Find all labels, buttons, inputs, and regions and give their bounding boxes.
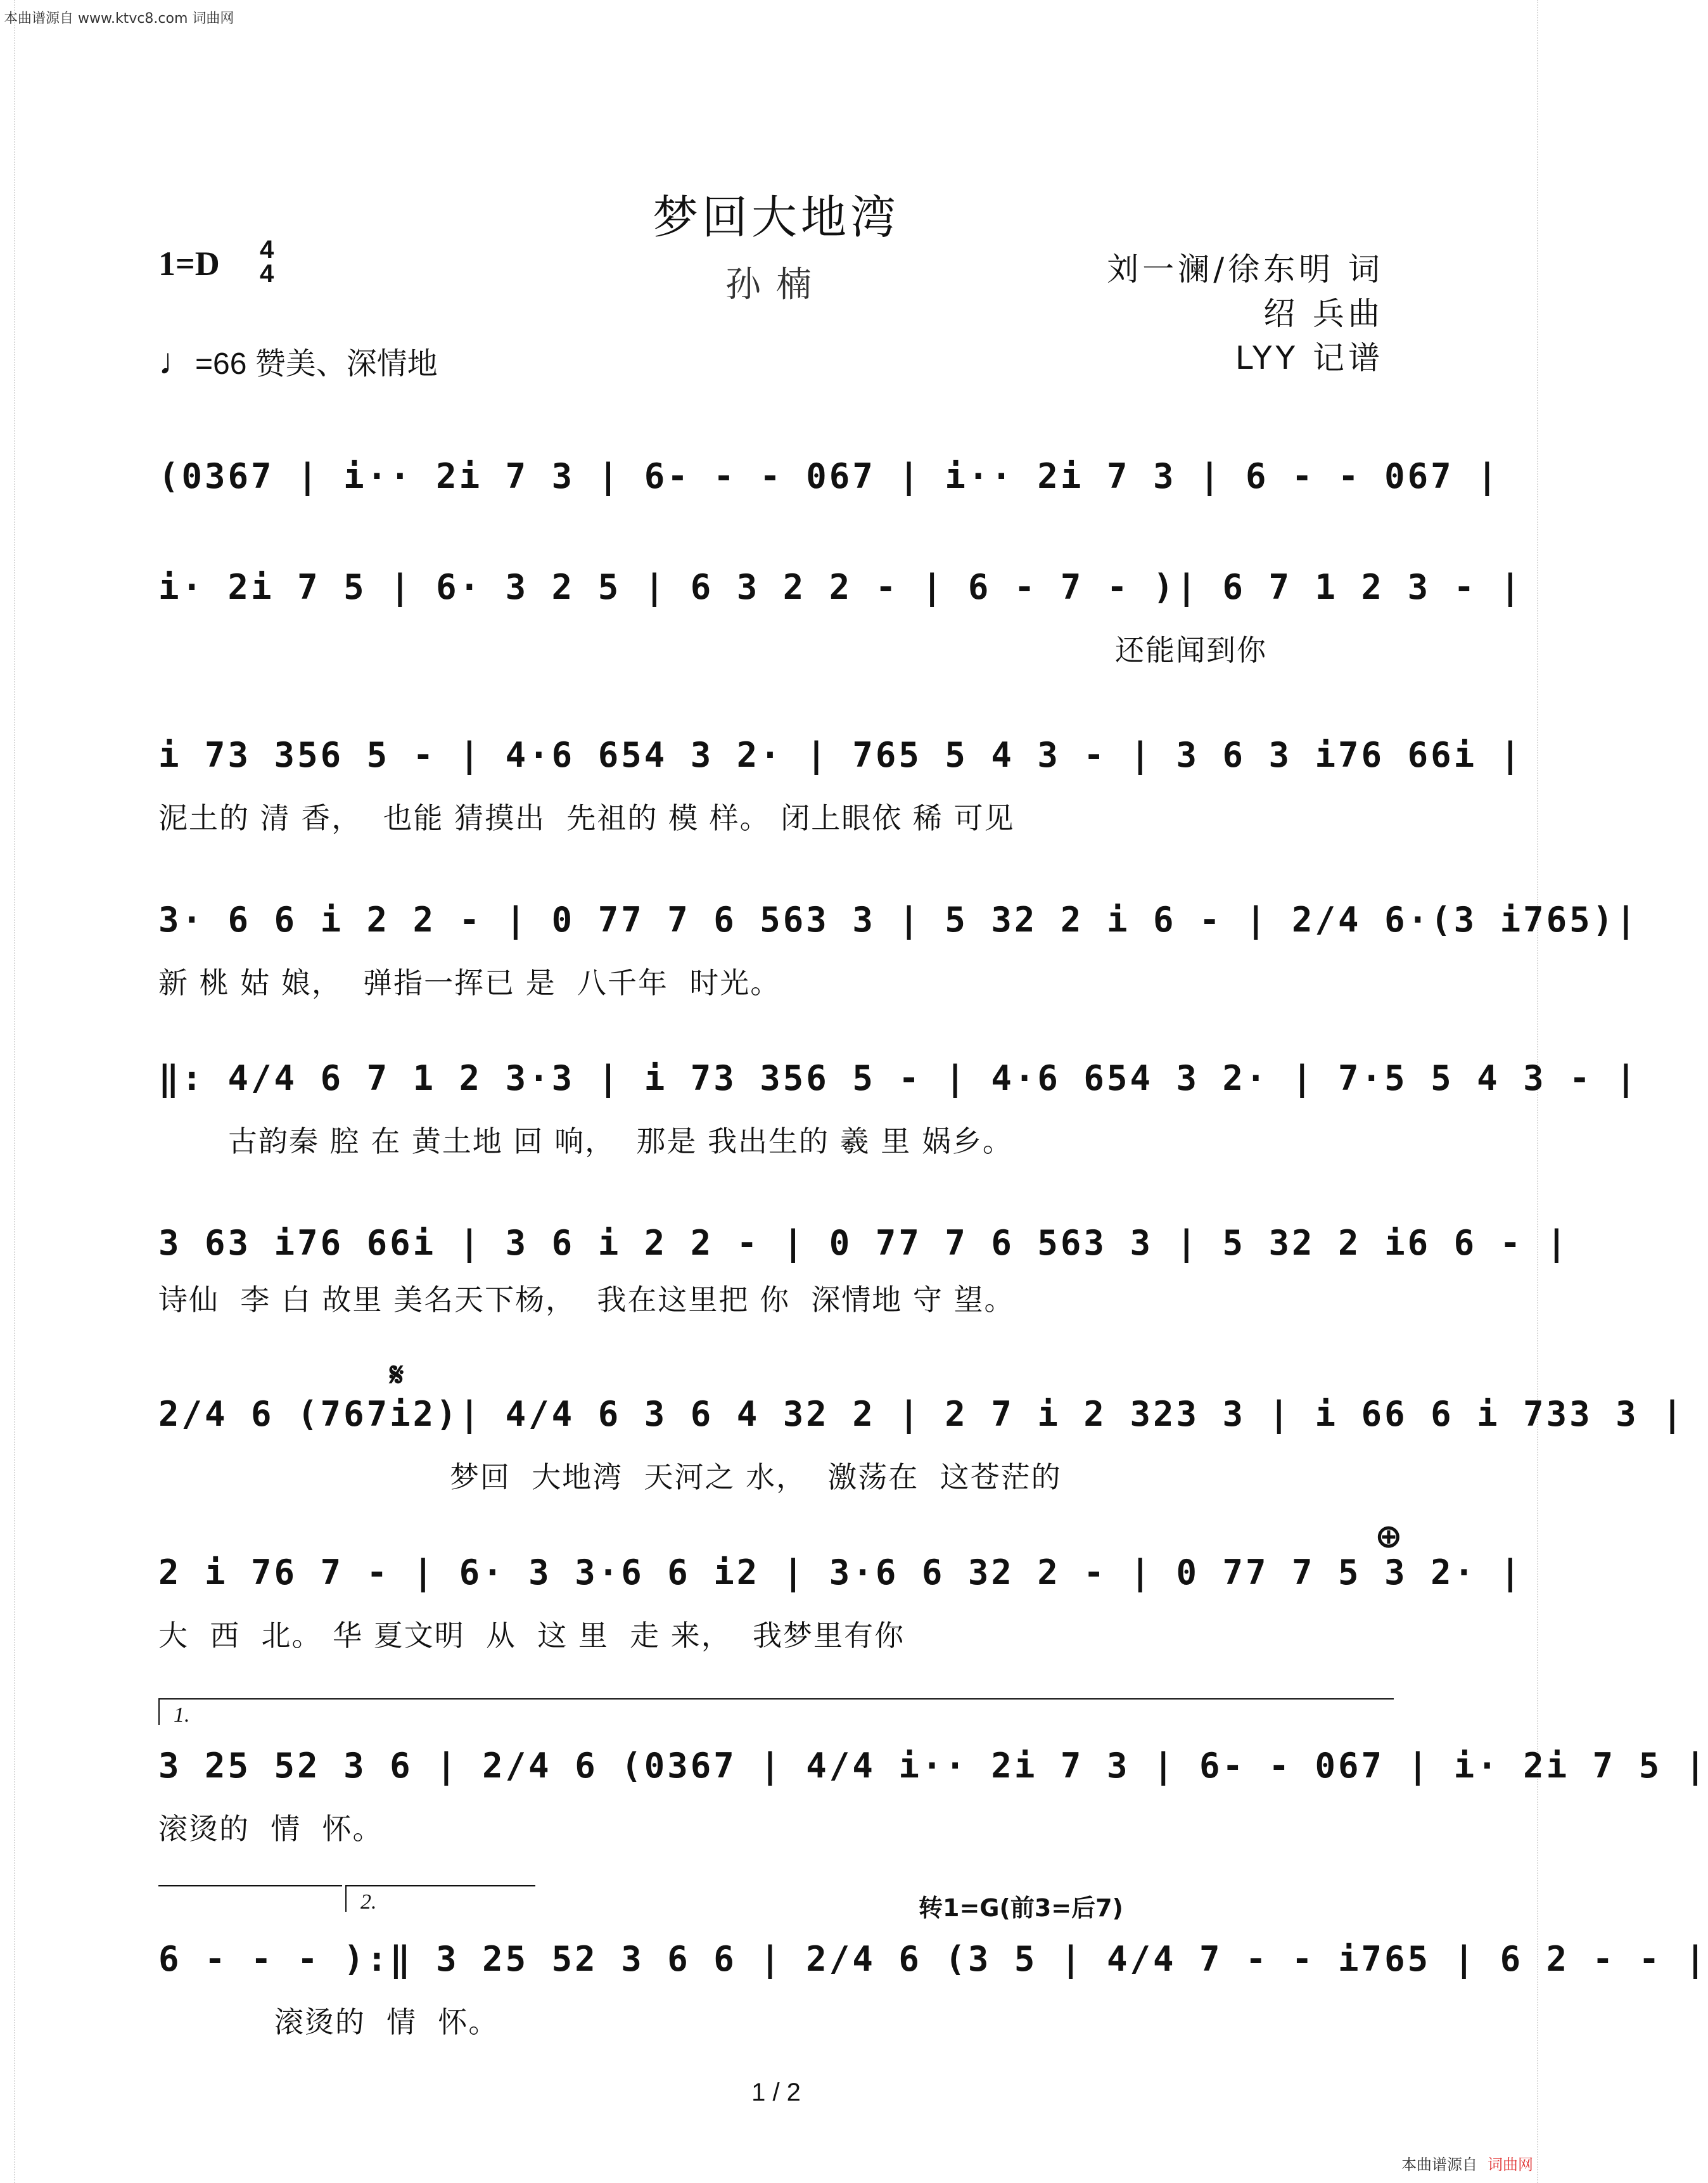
volta-line-left (158, 1885, 342, 1886)
tempo-marking (158, 339, 438, 383)
page-number: 1 / 2 (751, 2078, 801, 2106)
source-header: 本曲谱源自 www.ktvc8.com 词曲网 (4, 11, 234, 27)
key-signature: 1=D (158, 245, 220, 283)
quarter-note-icon: ♩ (158, 341, 195, 382)
lyrics-line: 新 桃 姑 娘， 弹指一挥已 是 八千年 时光。 (158, 966, 781, 1000)
lyrics-line: 还能闻到你 (1115, 633, 1267, 667)
lyrics-line: 滚烫的 情 怀。 (158, 2005, 499, 2039)
song-title: 梦回大地湾 (652, 191, 900, 244)
credit-transcriber: LYY 记谱 (1235, 340, 1384, 376)
singer-name: 孙楠 (725, 264, 827, 305)
credit-lyricist: 刘一澜/徐东明 词 (1107, 251, 1384, 288)
coda-icon: ⊕ (1375, 1518, 1403, 1556)
left-margin-decoration (0, 0, 15, 2183)
notation-line: 6 - - - ):‖ 3 25 52 3 6 6 | 2/4 6 (3 5 | 4/4 7 - - i765 | 6 2 - - | (158, 1939, 1708, 1979)
lyrics-line: 滚烫的 情 怀。 (158, 1812, 383, 1846)
notation-line: 3 25 52 3 6 | 2/4 6 (0367 | 4/4 i·· 2i 7 3 | 6- - 067 | i· 2i 7 5 | (158, 1746, 1708, 1786)
source-footer-link[interactable]: 词曲网 (1488, 2156, 1533, 2173)
volta-2-bracket (345, 1885, 535, 1914)
lyrics-line: 诗仙 李 白 故里 美名天下杨， 我在这里把 你 深情地 守 望。 (158, 1283, 1015, 1317)
lyrics-line: 大 西 北。 华 夏文明 从 这 里 走 来， 我梦里有你 (158, 1618, 905, 1653)
lyrics-line: 古韵秦 腔 在 黄土地 回 响， 那是 我出生的 羲 里 娲乡。 (228, 1124, 1013, 1158)
source-footer (1401, 2152, 1533, 2174)
notation-line: 3 63 i76 66i | 3 6 i 2 2 - | 0 77 7 6 563 3 | 5 32 2 i6 6 - | (158, 1223, 1570, 1263)
notation-line: i 73 356 5 - | 4·6 654 3 2· | 765 5 4 3 - | 3 6 3 i76 66i | (158, 735, 1524, 775)
time-signature-bottom: 4 (260, 260, 274, 288)
notation-line: 3· 6 6 i 2 2 - | 0 77 7 6 563 3 | 5 32 2 i 6 - | 2/4 6·(3 i765)| (158, 900, 1639, 940)
lyrics-line: 梦回 大地湾 天河之 水， 激荡在 这苍茫的 (450, 1460, 1062, 1494)
modulation-marking: 转1=G(前3=后7) (919, 1894, 1123, 1922)
notation-line: 2/4 6 (767i2)| 4/4 6 3 6 4 32 2 | 2 7 i 2 323 3 | i 66 6 i 733 3 | (158, 1394, 1685, 1434)
notation-line: i· 2i 7 5 | 6· 3 2 5 | 6 3 2 2 - | 6 - 7 - )| 6 7 1 2 3 - | (158, 567, 1524, 607)
segno-icon: 𝄋 (390, 1356, 404, 1394)
notation-line: ‖: 4/4 6 7 1 2 3·3 | i 73 356 5 - | 4·6 654 3 2· | 7·5 5 4 3 - | (158, 1058, 1639, 1098)
time-signature-top: 4 (260, 236, 274, 264)
credit-composer: 绍 兵曲 (1263, 295, 1384, 332)
time-signature (260, 238, 274, 286)
volta-1-bracket (158, 1698, 1394, 1727)
notation-line: (0367 | i·· 2i 7 3 | 6- - - 067 | i·· 2i 7 3 | 6 - - 067 | (158, 456, 1500, 496)
notation-line: 2 i 76 7 - | 6· 3 3·6 6 i2 | 3·6 6 32 2 - | 0 77 7 5 3 2· | (158, 1552, 1524, 1592)
source-footer-text: 本曲谱源自 (1401, 2156, 1477, 2173)
tempo-text: =66 赞美、深情地 (195, 347, 438, 381)
lyrics-line: 泥土的 清 香， 也能 猜摸出 先祖的 模 样。 闭上眼依 稀 可见 (158, 801, 1015, 835)
volta-2-label: 2. (360, 1890, 377, 1914)
volta-1-label: 1. (174, 1703, 190, 1727)
